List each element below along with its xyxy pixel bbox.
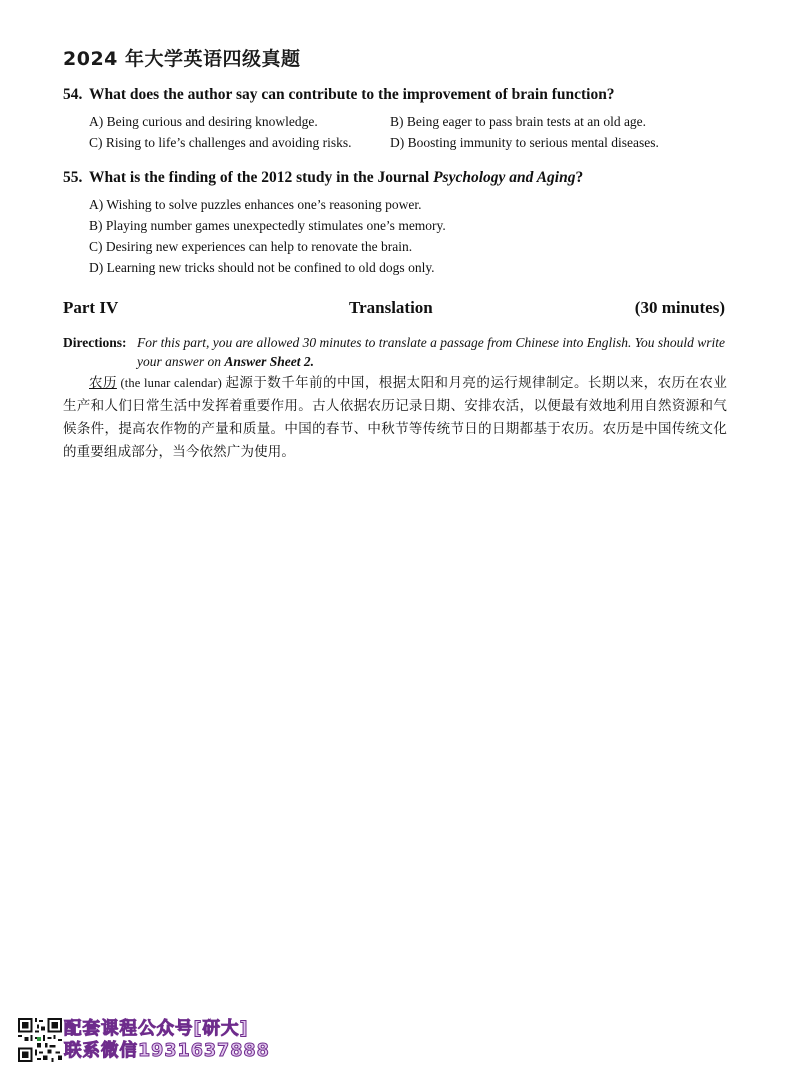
passage-body: 起源于数千年前的中国，根据太阳和月亮的运行规律制定。长期以来，农历在农业生产和人们日常生活中发挥着重要作用。古人依据农历记录日期、安排农活，以便最有效地利用自然资源和气候条件，提高农作物的产量和质量。中国的春节、中秋节等传统节日的日期都基于农历。农历是中国传统文化的重要组成部分，当今依然广为使用。 — [63, 375, 727, 460]
page-header-title: 2024 年大学英语四级真题 — [63, 48, 301, 70]
question-55 — [63, 169, 743, 281]
option-c: C) Desiring new experiences can help to renovate the brain. — [89, 239, 413, 254]
option-c: C) Rising to life’s challenges and avoiding risks. — [89, 135, 352, 150]
question-number: 55. — [63, 169, 83, 186]
watermark-line-1: 配套课程公众号[研大] — [64, 1019, 249, 1039]
part-name: Translation — [349, 298, 433, 317]
journal-name: Psychology and Aging — [433, 169, 576, 186]
part-time: (30 minutes) — [634, 298, 725, 317]
directions-text — [137, 333, 727, 371]
translation-passage — [63, 372, 727, 464]
watermark-text — [64, 1018, 270, 1062]
option-b: B) Playing number games unexpectedly stimulates one’s memory. — [89, 218, 446, 233]
watermark-line-2: 联系微信1931637888 — [64, 1041, 270, 1061]
question-end: ? — [575, 169, 584, 186]
options-55 — [89, 197, 743, 276]
answer-sheet-ref: Answer Sheet 2. — [224, 354, 315, 369]
option-a: A) Wishing to solve puzzles enhances one’s reasoning power. — [89, 197, 422, 212]
directions-body: For this part, you are allowed 30 minutes to translate a passage from Chinese into English. You should write your answer on — [137, 335, 726, 369]
options-54 — [89, 114, 743, 151]
question-text: What does the author say can contribute to the improvement of brain function? — [89, 86, 615, 103]
option-d: D) Boosting immunity to serious mental diseases. — [390, 135, 659, 150]
question-55-title — [63, 169, 743, 187]
passage-term: 农历 — [89, 375, 117, 391]
question-54-title — [63, 86, 743, 104]
passage-term-english: (the lunar calendar) — [116, 376, 226, 390]
question-number: 54. — [63, 86, 83, 103]
part-label: Part IV — [63, 298, 119, 317]
option-a: A) Being curious and desiring knowledge. — [89, 114, 318, 129]
directions-label: Directions: — [63, 335, 127, 350]
directions — [63, 333, 727, 371]
option-b: B) Being eager to pass brain tests at an old age. — [390, 114, 647, 129]
question-text: What is the finding of the 2012 study in the Journal — [89, 169, 434, 186]
question-54 — [63, 86, 743, 151]
part-heading — [63, 298, 725, 322]
option-d: D) Learning new tricks should not be confined to old dogs only. — [89, 260, 435, 275]
qr-code-icon — [18, 1018, 62, 1062]
